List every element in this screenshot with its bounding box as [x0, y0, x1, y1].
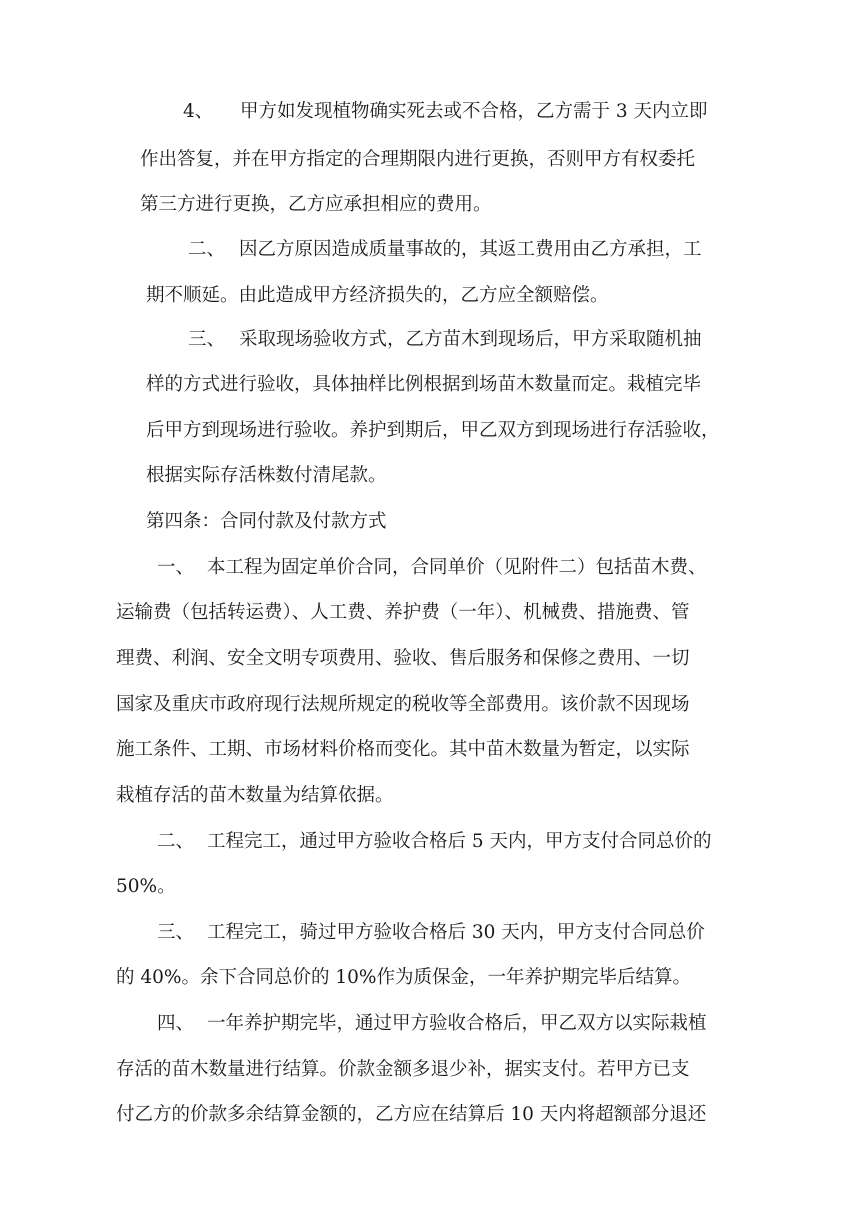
item-marker: 三、	[157, 922, 195, 943]
paragraph-line: 甲方如发现植物确实死去或不合格，乙方需于 3 天内立即	[240, 101, 708, 122]
item-marker: 4、	[183, 101, 214, 122]
paragraph-line: 期不顺延。由此造成甲方经济损失的，乙方应全额赔偿。	[146, 285, 609, 306]
section-heading: 第四条：合同付款及付款方式	[146, 511, 387, 532]
paragraph-line: 存活的苗木数量进行结算。价款金额多退少补，据实支付。若甲方已支	[116, 1059, 690, 1080]
paragraph-line: 的 40%。余下合同总价的 10%作为质保金，一年养护期完毕后结算。	[116, 967, 692, 988]
paragraph-line: 施工条件、工期、市场材料价格而变化。其中苗木数量为暂定，以实际	[116, 739, 690, 760]
paragraph-line: 栽植存活的苗木数量为结算依据。	[116, 785, 394, 806]
paragraph-line: 本工程为固定单价合同，合同单价（见附件二）包括苗木费、	[207, 557, 707, 578]
paragraph-line: 第三方进行更换，乙方应承担相应的费用。	[140, 194, 492, 215]
paragraph-line: 因乙方原因造成质量事故的，其返工费用由乙方承担，工	[239, 239, 702, 260]
paragraph-line: 运输费（包括转运费）、人工费、养护费（一年）、机械费、措施费、管	[116, 602, 690, 623]
item-marker: 三、	[188, 329, 226, 350]
item-marker: 二、	[157, 831, 195, 852]
paragraph-line: 付乙方的价款多余结算金额的，乙方应在结算后 10 天内将超额部分退还	[116, 1104, 707, 1125]
item-marker: 一、	[157, 557, 195, 578]
paragraph-line: 后甲方到现场进行验收。养护到期后，甲乙双方到现场进行存活验收，	[146, 420, 720, 441]
paragraph-line: 国家及重庆市政府现行法规所规定的税收等全部费用。该价款不因现场	[116, 694, 690, 715]
paragraph-line: 根据实际存活株数付清尾款。	[146, 465, 387, 486]
paragraph-line: 工程完工，通过甲方验收合格后 5 天内，甲方支付合同总价的	[207, 831, 712, 852]
item-marker: 四、	[157, 1013, 195, 1034]
paragraph-line: 采取现场验收方式，乙方苗木到现场后，甲方采取随机抽	[239, 329, 702, 350]
paragraph-line: 50%。	[116, 876, 176, 897]
paragraph-line: 理费、利润、安全文明专项费用、验收、售后服务和保修之费用、一切	[116, 648, 690, 669]
item-marker: 二、	[188, 239, 226, 260]
paragraph-line: 样的方式进行验收，具体抽样比例根据到场苗木数量而定。栽植完毕	[146, 374, 702, 395]
paragraph-line: 工程完工，骑过甲方验收合格后 30 天内，甲方支付合同总价	[207, 922, 705, 943]
paragraph-line: 一年养护期完毕，通过甲方验收合格后，甲乙双方以实际栽植	[207, 1013, 707, 1034]
paragraph-line: 作出答复，并在甲方指定的合理期限内进行更换，否则甲方有权委托	[140, 149, 696, 170]
